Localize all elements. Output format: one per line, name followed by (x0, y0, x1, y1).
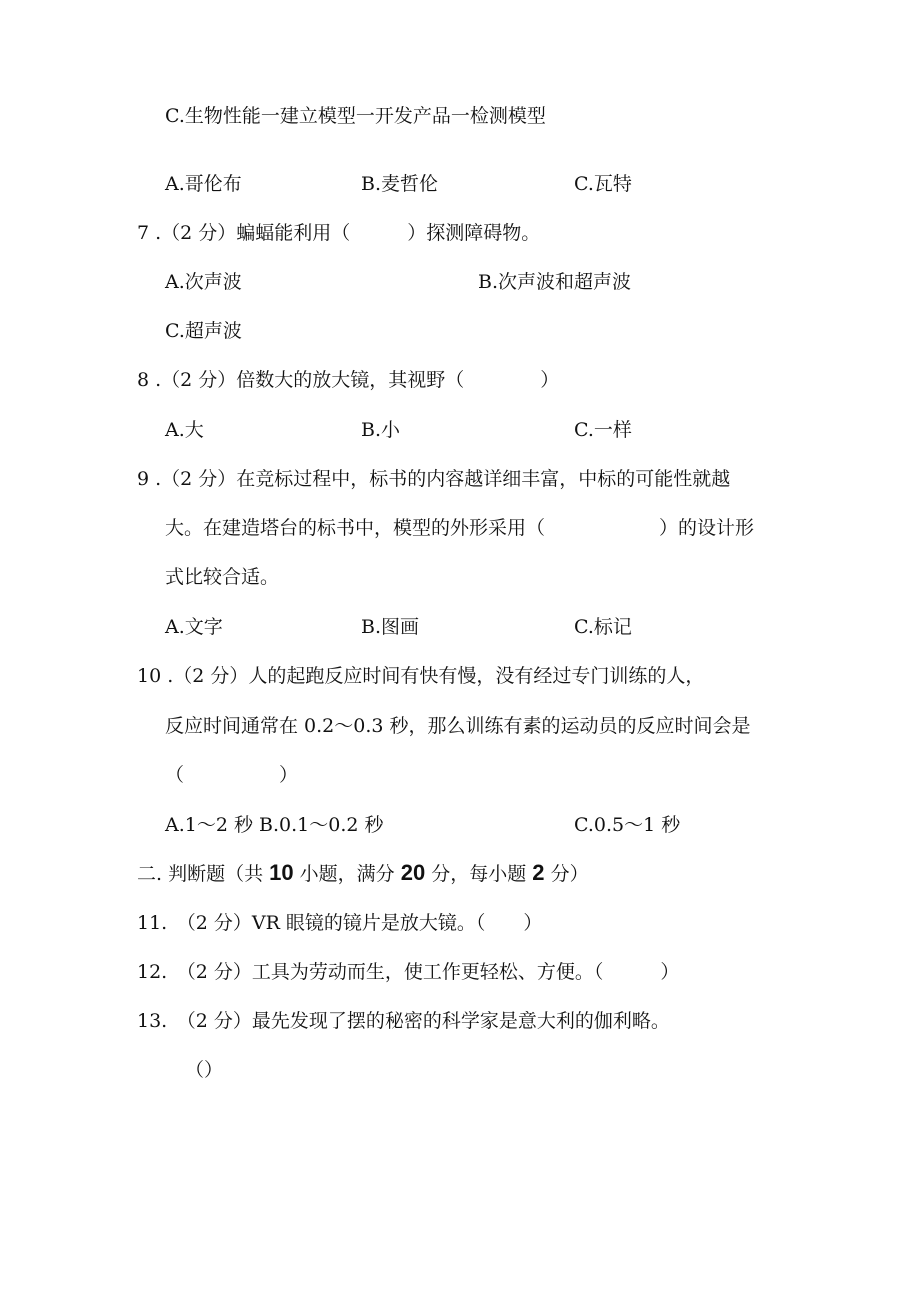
q10-stem-line1: 10 .（2 分）人的起跑反应时间有快有慢，没有经过专门训练的人， (137, 665, 705, 687)
q10-option-ab: A.1～2 秒 B.0.1～0.2 秒 (165, 814, 384, 836)
q8-stem: 8 .（2 分）倍数大的放大镜，其视野（ ） (137, 369, 560, 391)
q9-option-c: C.标记 (574, 616, 632, 638)
q13-stem: 13. （2 分）最先发现了摆的秘密的科学家是意大利的伽利略。 (137, 1010, 670, 1032)
q7-option-c: C.超声波 (165, 320, 242, 342)
q10-option-c: C.0.5～1 秒 (574, 814, 681, 836)
q9-stem-line2: 大。在建造塔台的标书中，模型的外形采用（ ）的设计形 (165, 517, 755, 539)
section-2-count: 10 (269, 860, 294, 885)
q9-stem-line3: 式比较合适。 (165, 566, 280, 588)
q9-option-b: B.图画 (361, 616, 420, 638)
section-2-total: 20 (400, 860, 426, 885)
q7-option-a: A.次声波 (165, 271, 242, 293)
section-2-suffix: 分） (544, 863, 589, 885)
section-2-heading (137, 861, 589, 886)
q13-answer-blank: （） (185, 1059, 224, 1081)
q10-stem-line3: （ ） (165, 764, 299, 786)
section-2-each: 2 (532, 860, 545, 885)
prev-option-b: B.麦哲伦 (361, 173, 439, 195)
q11-stem: 11. （2 分）VR 眼镜的镜片是放大镜。（ ） (137, 912, 543, 934)
q9-option-a: A.文字 (165, 616, 223, 638)
q9-stem-line1: 9 .（2 分）在竞标过程中，标书的内容越详细丰富，中标的可能性就越 (137, 468, 731, 490)
q8-option-c: C.一样 (574, 419, 632, 441)
section-2-mid2: 分，每小题 (425, 863, 533, 885)
q6-option-c: C.生物性能一建立模型一开发产品一检测模型 (165, 105, 546, 127)
q8-option-b: B.小 (361, 419, 401, 441)
q7-stem: 7 .（2 分）蝙蝠能利用（ ）探测障碍物。 (137, 222, 541, 244)
q8-option-a: A.大 (165, 419, 204, 441)
prev-option-a: A.哥伦布 (165, 173, 242, 195)
section-2-prefix: 二. 判断题（共 (137, 863, 270, 885)
section-2-mid1: 小题，满分 (293, 863, 401, 885)
q7-option-b: B.次声波和超声波 (478, 271, 632, 293)
q12-stem: 12. （2 分）工具为劳动而生，使工作更轻松、方便。（ ） (137, 961, 680, 983)
prev-option-c: C.瓦特 (574, 173, 632, 195)
q10-stem-line2: 反应时间通常在 0.2～0.3 秒，那么训练有素的运动员的反应时间会是 (165, 715, 751, 737)
